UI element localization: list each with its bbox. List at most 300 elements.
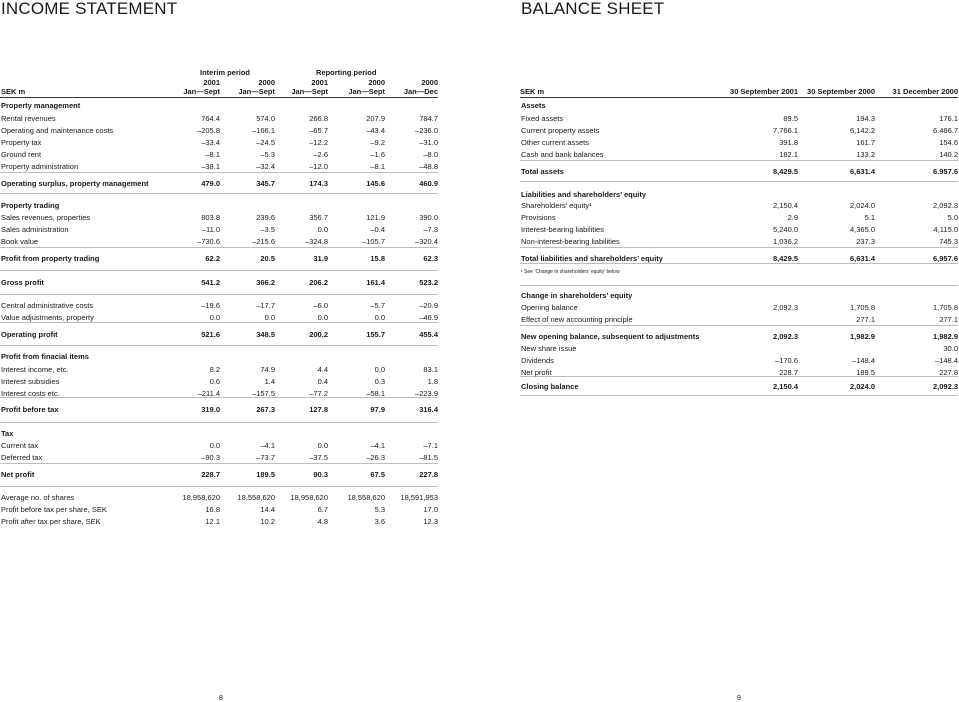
cell-value: 89.5 xyxy=(783,114,798,123)
cell-value: –170.6 xyxy=(775,356,798,365)
cell-value: –26.3 xyxy=(366,453,385,462)
row-label: Provisions xyxy=(521,213,556,222)
cell-value: –2.6 xyxy=(313,150,328,159)
table-row xyxy=(1,212,438,224)
cell-value: 0.6 xyxy=(209,377,220,386)
column-header: 30 September 2000 xyxy=(807,87,875,96)
cell-value: 189.5 xyxy=(856,368,875,377)
cell-value: 0.0 xyxy=(209,441,220,450)
table-row xyxy=(1,492,438,504)
cell-value: –1.6 xyxy=(370,150,385,159)
section-heading xyxy=(521,290,958,302)
cell-value: –8.0 xyxy=(423,150,438,159)
cell-value: 6,142.2 xyxy=(849,126,875,135)
unit-label: SEK m xyxy=(520,87,545,96)
row-label: Non-interest-bearing liabilities xyxy=(521,237,620,246)
cell-value: 7,766.1 xyxy=(772,126,798,135)
row-label: Profit before tax xyxy=(1,405,59,414)
table-row xyxy=(1,376,438,388)
cell-value: 228.7 xyxy=(201,470,220,479)
cell-value: 31.9 xyxy=(313,254,328,263)
column-header: 30 September 2001 xyxy=(730,87,798,96)
row-label: Ground rent xyxy=(1,150,42,159)
cell-value: 174.3 xyxy=(309,179,328,188)
row-divider xyxy=(520,395,958,396)
cell-value: 277.1 xyxy=(939,315,958,324)
cell-value: –0.4 xyxy=(370,225,385,234)
row-label: Total assets xyxy=(521,167,564,176)
table-row xyxy=(1,113,438,125)
table-row xyxy=(1,312,438,324)
row-label: Deferred tax xyxy=(1,453,43,462)
cell-value: 182.1 xyxy=(779,150,798,159)
column-header-year: 2001 xyxy=(311,78,328,87)
table-row xyxy=(521,137,958,149)
table-row xyxy=(1,149,438,161)
cell-value: –320.4 xyxy=(415,237,438,246)
table-row xyxy=(521,149,958,161)
row-divider xyxy=(0,486,438,487)
cell-value: 1.4 xyxy=(264,377,275,386)
column-header: 31 December 2000 xyxy=(892,87,958,96)
cell-value: 0.0 xyxy=(317,313,328,322)
total-row xyxy=(1,329,438,341)
cell-value: 2,092.3 xyxy=(932,201,958,210)
cell-value: –8.1 xyxy=(370,162,385,171)
cell-value: 6,631.4 xyxy=(849,254,875,263)
row-divider xyxy=(0,422,438,423)
cell-value: 6,957.6 xyxy=(932,254,958,263)
cell-value: 90.3 xyxy=(313,470,328,479)
cell-value: 2,092.3 xyxy=(772,303,798,312)
cell-value: 18,591,953 xyxy=(400,493,438,502)
cell-value: –24.5 xyxy=(256,138,275,147)
cell-value: 366.2 xyxy=(256,278,275,287)
section-heading xyxy=(1,200,438,212)
cell-value: 228.7 xyxy=(779,368,798,377)
cell-value: 155.7 xyxy=(366,330,385,339)
cell-value: –148.4 xyxy=(852,356,875,365)
row-divider xyxy=(0,294,438,295)
cell-value: 145.6 xyxy=(366,179,385,188)
cell-value: –7.1 xyxy=(423,441,438,450)
cell-value: 8.2 xyxy=(209,365,220,374)
group-header-interim: Interim period xyxy=(200,68,251,77)
cell-value: –46.9 xyxy=(419,313,438,322)
cell-value: 541.2 xyxy=(201,278,220,287)
cell-value: –223.9 xyxy=(415,389,438,398)
cell-value: 455.4 xyxy=(419,330,438,339)
cell-value: –5.7 xyxy=(370,301,385,310)
cell-value: 0.0 xyxy=(264,313,275,322)
cell-value: –236.0 xyxy=(415,126,438,135)
cell-value: 5,240.0 xyxy=(772,225,798,234)
column-header-period: Jan—Sept xyxy=(183,87,220,96)
cell-value: 390.0 xyxy=(419,213,438,222)
row-label: Property management xyxy=(1,101,81,110)
balance-sheet-page xyxy=(480,0,959,701)
table-row xyxy=(521,302,958,314)
cell-value: 356.7 xyxy=(309,213,328,222)
cell-value: 391.8 xyxy=(779,138,798,147)
cell-value: 1.8 xyxy=(427,377,438,386)
cell-value: 6.7 xyxy=(317,505,328,514)
section-heading xyxy=(1,428,438,440)
table-row xyxy=(521,212,958,224)
cell-value: 2,024.0 xyxy=(849,382,875,391)
cell-value: 18,958,620 xyxy=(182,493,220,502)
column-header xyxy=(160,78,220,96)
table-row xyxy=(1,224,438,236)
cell-value: 2,092.3 xyxy=(772,332,798,341)
cell-value: 121.9 xyxy=(366,213,385,222)
row-label: Value adjustments, property xyxy=(1,313,94,322)
cell-value: 200.2 xyxy=(309,330,328,339)
header-rule xyxy=(0,97,438,98)
column-header-year: 2000 xyxy=(368,78,385,87)
column-header xyxy=(268,78,328,96)
column-header xyxy=(378,78,438,96)
cell-value: 2,092.3 xyxy=(932,382,958,391)
total-row xyxy=(1,253,438,265)
row-label: New opening balance, subsequent to adjustments xyxy=(521,332,700,341)
cell-value: 2,024.0 xyxy=(849,201,875,210)
page-title: INCOME STATEMENT xyxy=(1,0,178,18)
cell-value: –8.1 xyxy=(205,150,220,159)
page-number: 9 xyxy=(737,695,741,702)
cell-value: 18,558,620 xyxy=(237,493,275,502)
cell-value: –65.7 xyxy=(309,126,328,135)
total-row xyxy=(1,469,438,481)
cell-value: 745.3 xyxy=(939,237,958,246)
cell-value: –58.1 xyxy=(366,389,385,398)
row-label: Current property assets xyxy=(521,126,600,135)
cell-value: –81.5 xyxy=(419,453,438,462)
cell-value: 4,115.0 xyxy=(933,225,958,234)
row-label: Cash and bank balances xyxy=(521,150,604,159)
column-header xyxy=(325,78,385,96)
section-heading xyxy=(1,351,438,363)
row-label: Dividends xyxy=(521,356,554,365)
cell-value: 239.6 xyxy=(256,213,275,222)
cell-value: –38.1 xyxy=(201,162,220,171)
cell-value: 18,958,620 xyxy=(290,493,328,502)
cell-value: 316.4 xyxy=(419,405,438,414)
row-label: Gross profit xyxy=(1,278,44,287)
cell-value: 764.4 xyxy=(201,114,220,123)
table-row xyxy=(1,504,438,516)
cell-value: 67.5 xyxy=(370,470,385,479)
cell-value: 267.3 xyxy=(256,405,275,414)
cell-value: –6.0 xyxy=(313,301,328,310)
cell-value: 20.5 xyxy=(260,254,275,263)
cell-value: –4.1 xyxy=(260,441,275,450)
cell-value: 1,036.2 xyxy=(772,237,798,246)
cell-value: –43.4 xyxy=(366,126,385,135)
page-number: 8 xyxy=(219,695,223,702)
row-label: Rental revenues xyxy=(1,114,56,123)
cell-value: 14.4 xyxy=(260,505,275,514)
cell-value: 4.4 xyxy=(317,365,328,374)
cell-value: 319.0 xyxy=(201,405,220,414)
cell-value: 523.2 xyxy=(419,278,438,287)
cell-value: 154.6 xyxy=(939,138,958,147)
cell-value: 237.3 xyxy=(856,237,875,246)
cell-value: –17.7 xyxy=(256,301,275,310)
cell-value: 18,558,620 xyxy=(347,493,385,502)
cell-value: 5.3 xyxy=(374,505,385,514)
cell-value: 30.0 xyxy=(943,344,958,353)
table-row xyxy=(521,113,958,125)
row-divider xyxy=(0,270,438,271)
section-heading xyxy=(521,100,958,112)
row-label: Average no. of shares xyxy=(1,493,75,502)
cell-value: –5.3 xyxy=(260,150,275,159)
cell-value: 6,631.4 xyxy=(849,167,875,176)
row-label: New share issue xyxy=(521,344,577,353)
row-label: Interest subsidies xyxy=(1,377,60,386)
cell-value: 479.0 xyxy=(201,179,220,188)
cell-value: 16.8 xyxy=(205,505,220,514)
cell-value: 460.9 xyxy=(419,179,438,188)
cell-value: –73.7 xyxy=(256,453,275,462)
cell-value: 0.0 xyxy=(317,441,328,450)
cell-value: 2,150.4 xyxy=(772,201,798,210)
total-row xyxy=(1,277,438,289)
cell-value: 0.4 xyxy=(317,377,328,386)
row-label: Closing balance xyxy=(521,382,579,391)
table-row xyxy=(1,516,438,528)
cell-value: 17.0 xyxy=(423,505,438,514)
cell-value: 784.7 xyxy=(419,114,438,123)
row-label: Change in shareholders’ equity xyxy=(521,291,633,300)
table-row xyxy=(521,367,958,379)
cell-value: 5.0 xyxy=(947,213,958,222)
table-row xyxy=(521,314,958,326)
table-row xyxy=(1,137,438,149)
table-row xyxy=(1,161,438,173)
total-row xyxy=(521,253,958,265)
cell-value: 6.957.6 xyxy=(932,167,958,176)
row-label: Other current assets xyxy=(521,138,589,147)
cell-value: –20.9 xyxy=(419,301,438,310)
row-label: Current tax xyxy=(1,441,39,450)
total-row xyxy=(521,166,958,178)
row-label: Fixed assets xyxy=(521,114,564,123)
cell-value: 161.4 xyxy=(366,278,385,287)
cell-value: –37.5 xyxy=(309,453,328,462)
cell-value: 521.6 xyxy=(201,330,220,339)
cell-value: –12.2 xyxy=(309,138,328,147)
income-statement-page xyxy=(0,0,479,701)
section-heading xyxy=(1,100,438,112)
row-label: Sales administration xyxy=(1,225,69,234)
page-title: BALANCE SHEET xyxy=(521,0,665,18)
row-label: Opening balance xyxy=(521,303,578,312)
cell-value: 194.3 xyxy=(856,114,875,123)
header-rule xyxy=(520,97,958,98)
cell-value: –3.5 xyxy=(260,225,275,234)
unit-label: SEK m xyxy=(1,87,26,96)
cell-value: 74.9 xyxy=(260,365,275,374)
cell-value: 97.9 xyxy=(370,405,385,414)
row-divider xyxy=(0,345,438,346)
cell-value: 0.0 xyxy=(374,313,385,322)
column-header-year: 2000 xyxy=(421,78,438,87)
row-divider xyxy=(520,181,958,182)
cell-value: 227.8 xyxy=(419,470,438,479)
table-row xyxy=(521,224,958,236)
total-row xyxy=(521,331,958,343)
cell-value: –157.5 xyxy=(252,389,275,398)
cell-value: 803.8 xyxy=(201,213,220,222)
cell-value: –105.7 xyxy=(362,237,385,246)
cell-value: 10.2 xyxy=(260,517,275,526)
table-row xyxy=(1,300,438,312)
row-label: Net profit xyxy=(521,368,552,377)
row-label: Interest-bearing liabilities xyxy=(521,225,604,234)
cell-value: –19.6 xyxy=(201,301,220,310)
row-label: Shareholders’ equity¹ xyxy=(521,201,592,210)
table-row xyxy=(521,355,958,367)
cell-value: 62.2 xyxy=(205,254,220,263)
cell-value: 1,982.9 xyxy=(849,332,875,341)
row-label: Profit before tax per share, SEK xyxy=(1,505,107,514)
cell-value: 161.7 xyxy=(856,138,875,147)
row-divider xyxy=(0,193,438,194)
cell-value: 348.5 xyxy=(256,330,275,339)
column-header-period: Jan—Dec xyxy=(403,87,438,96)
row-label: Book value xyxy=(1,237,39,246)
cell-value: –77.2 xyxy=(309,389,328,398)
cell-value: –33.4 xyxy=(201,138,220,147)
cell-value: –211.4 xyxy=(197,389,220,398)
cell-value: –31.0 xyxy=(419,138,438,147)
cell-value: –166.1 xyxy=(252,126,275,135)
group-header-reporting: Reporting period xyxy=(316,68,377,77)
table-row xyxy=(521,236,958,248)
cell-value: –324.8 xyxy=(305,237,328,246)
cell-value: 0.3 xyxy=(374,377,385,386)
row-label: ¹ See ‘Change in shareholders’ equity’ below xyxy=(521,269,620,275)
table-row xyxy=(521,343,958,355)
cell-value: 206.2 xyxy=(309,278,328,287)
cell-value: –148.4 xyxy=(935,356,958,365)
column-header-period: Jan—Sept xyxy=(348,87,385,96)
row-label: Net profit xyxy=(1,470,35,479)
cell-value: 15.8 xyxy=(370,254,385,263)
cell-value: 0.0 xyxy=(374,365,385,374)
cell-value: 227.8 xyxy=(939,368,958,377)
row-label: Liabilities and shareholders’ equity xyxy=(521,190,647,199)
row-label: Tax xyxy=(1,429,14,438)
cell-value: 2,150.4 xyxy=(772,382,798,391)
row-label: Interest costs etc. xyxy=(1,389,60,398)
cell-value: 2.9 xyxy=(787,213,798,222)
cell-value: –12.0 xyxy=(309,162,328,171)
cell-value: 83.1 xyxy=(423,365,438,374)
total-row xyxy=(1,404,438,416)
row-label: Property tax xyxy=(1,138,42,147)
cell-value: –90.3 xyxy=(201,453,220,462)
row-label: Property administration xyxy=(1,162,79,171)
row-label: Property trading xyxy=(1,201,60,210)
cell-value: –4.1 xyxy=(370,441,385,450)
table-row xyxy=(521,125,958,137)
cell-value: 345.7 xyxy=(256,179,275,188)
cell-value: 1,705.8 xyxy=(849,303,875,312)
cell-value: 62.3 xyxy=(423,254,438,263)
row-label: Assets xyxy=(521,101,546,110)
total-row xyxy=(1,178,438,190)
row-label: Profit from property trading xyxy=(1,254,100,263)
row-label: Sales revenues, properties xyxy=(1,213,91,222)
cell-value: –7.3 xyxy=(423,225,438,234)
cell-value: 1,982.9 xyxy=(932,332,958,341)
table-row xyxy=(1,364,438,376)
cell-value: –48.8 xyxy=(419,162,438,171)
column-header-year: 2001 xyxy=(203,78,220,87)
cell-value: 5.1 xyxy=(864,213,875,222)
cell-value: 140.2 xyxy=(939,150,958,159)
cell-value: 207.9 xyxy=(366,114,385,123)
cell-value: 4.8 xyxy=(317,517,328,526)
row-label: Effect of new accounting principle xyxy=(521,315,633,324)
column-header-period: Jan—Sept xyxy=(291,87,328,96)
table-row xyxy=(1,452,438,464)
cell-value: 3.6 xyxy=(374,517,385,526)
cell-value: –205.8 xyxy=(197,126,220,135)
row-label: Interest income, etc. xyxy=(1,365,69,374)
row-label: Total liabilities and shareholders’ equity xyxy=(521,254,663,263)
cell-value: –32.4 xyxy=(256,162,275,171)
column-header xyxy=(215,78,275,96)
cell-value: –9.2 xyxy=(370,138,385,147)
cell-value: 12.1 xyxy=(205,517,220,526)
cell-value: 0.0 xyxy=(317,225,328,234)
table-row xyxy=(1,236,438,248)
cell-value: –215.6 xyxy=(252,237,275,246)
cell-value: 8,429.5 xyxy=(772,254,798,263)
cell-value: –730.6 xyxy=(197,237,220,246)
row-label: Profit from finacial items xyxy=(1,352,89,361)
cell-value: 4,365.0 xyxy=(849,225,875,234)
cell-value: 6.486.7 xyxy=(932,126,958,135)
row-label: Operating surplus, property management xyxy=(1,179,149,188)
cell-value: 127.8 xyxy=(309,405,328,414)
cell-value: 574.0 xyxy=(256,114,275,123)
row-label: Profit after tax per share, SEK xyxy=(1,517,101,526)
row-label: Central administrative costs xyxy=(1,301,94,310)
row-label: Operating profit xyxy=(1,330,58,339)
table-row xyxy=(521,200,958,212)
cell-value: 8,429.5 xyxy=(772,167,798,176)
cell-value: 277.1 xyxy=(856,315,875,324)
cell-value: 176.1 xyxy=(939,114,958,123)
row-label: Operating and maintenance costs xyxy=(1,126,114,135)
cell-value: 0.0 xyxy=(209,313,220,322)
row-divider xyxy=(520,285,958,286)
cell-value: 133.2 xyxy=(856,150,875,159)
table-row xyxy=(1,440,438,452)
cell-value: 189.5 xyxy=(256,470,275,479)
cell-value: 12.3 xyxy=(423,517,438,526)
column-header-year: 2000 xyxy=(258,78,275,87)
column-header-period: Jan—Sept xyxy=(238,87,275,96)
cell-value: –11.0 xyxy=(201,225,220,234)
table-row xyxy=(1,125,438,137)
footnote xyxy=(521,266,958,278)
